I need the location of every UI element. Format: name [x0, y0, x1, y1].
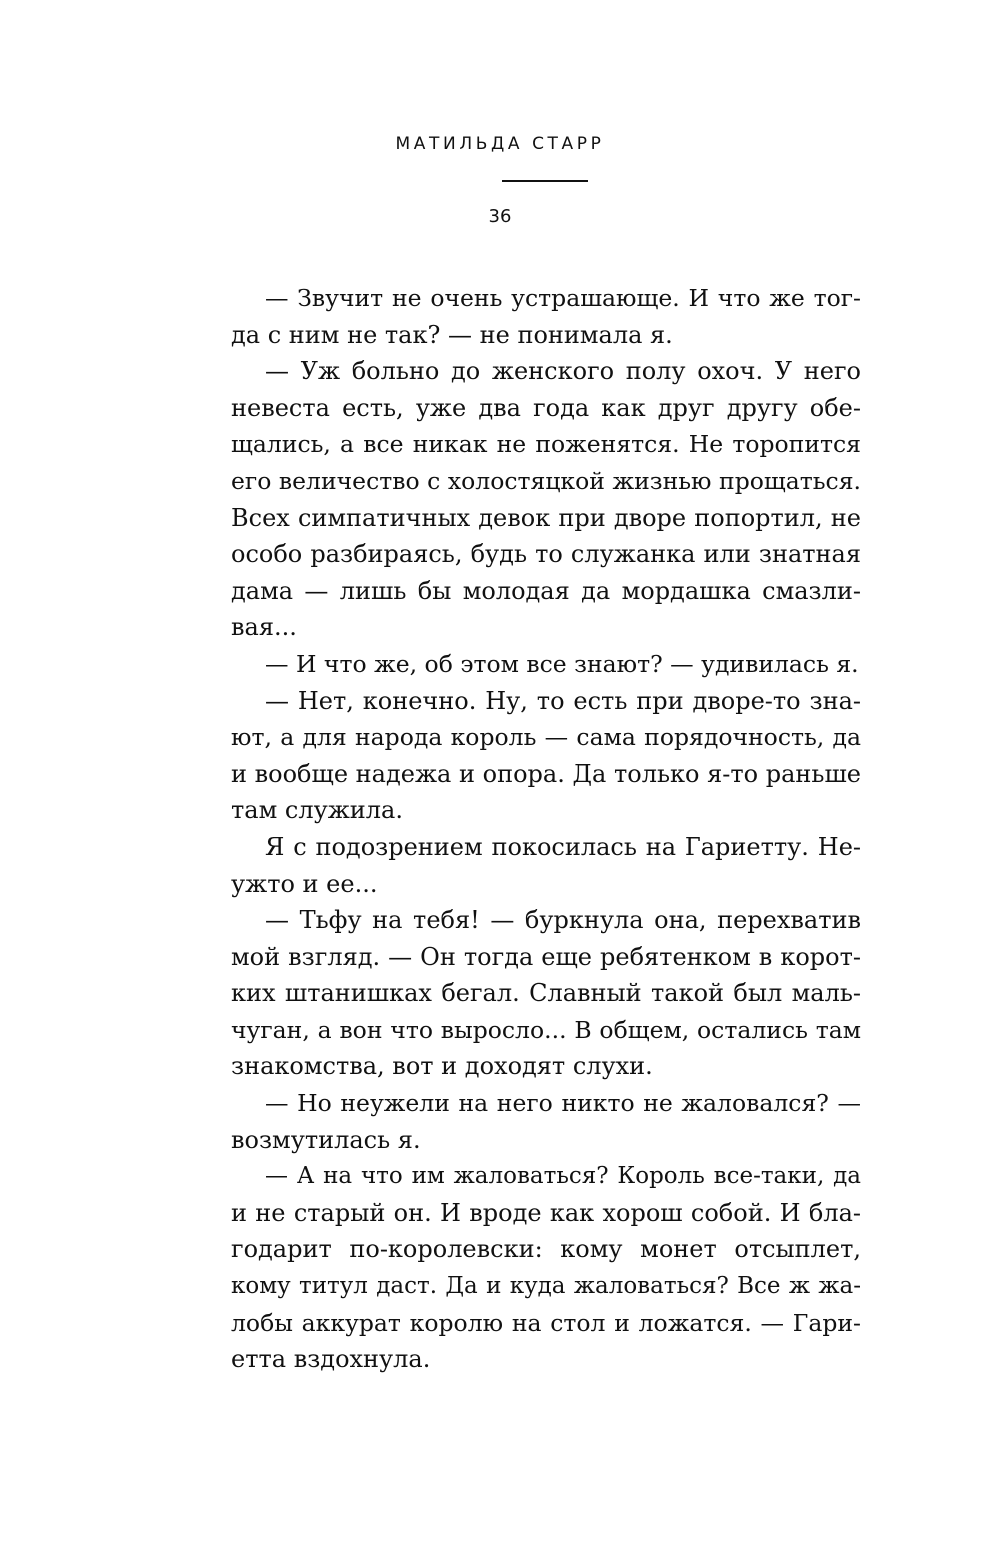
text-line: етта вздохнула.: [231, 1345, 431, 1374]
text-line: годарит по-королевски: кому монет отсыплет,: [231, 1235, 861, 1264]
text-line: его величество с холостяцкой жизнью прощаться.: [231, 466, 861, 495]
page-number: 36: [488, 206, 512, 227]
text-line: Всех симпатичных девок при дворе попортил, не: [231, 503, 861, 532]
text-line: дама — лишь бы молодая да мордашка смазли-: [231, 576, 861, 605]
text-line: — Тьфу на тебя! — буркнула она, перехватив: [265, 906, 861, 935]
text-line: особо разбираясь, будь то служанка или знатная: [231, 540, 861, 569]
text-line: — И что же, об этом все знают? — удивилась я.: [265, 649, 859, 678]
text-line: да с ним не так? — не понимала я.: [231, 320, 673, 349]
text-line: — Нет, конечно. Ну, то есть при дворе-то зна-: [265, 686, 861, 715]
header-rule: [502, 180, 588, 182]
text-line: и не старый он. И вроде как хорош собой. И бла-: [231, 1198, 861, 1227]
text-line: ют, а для народа король — сама порядочность, да: [231, 723, 861, 752]
text-line: возмутилась я.: [231, 1125, 421, 1154]
text-line: — Звучит не очень устрашающе. И что же тог-: [265, 284, 861, 312]
text-line: знакомства, вот и доходят слухи.: [231, 1052, 653, 1081]
text-line: и вообще надежа и опора. Да только я-то раньше: [231, 759, 861, 788]
text-line: Я с подозрением покосилась на Гариетту. Не-: [265, 832, 861, 861]
text-line: там служила.: [231, 796, 403, 825]
text-line: ужто и ее...: [231, 869, 378, 898]
text-line: — Уж больно до женского полу охоч. У него: [265, 357, 861, 386]
text-line: вая...: [231, 613, 297, 642]
text-line: кому титул даст. Да и куда жаловаться? Все ж жа-: [231, 1273, 861, 1300]
text-line: лобы аккурат королю на стол и ложатся. — Гари-: [231, 1308, 861, 1337]
running-head-author: МАТИЛЬДА СТАРР: [395, 134, 605, 154]
body-text: [231, 280, 861, 1378]
text-line: ких штанишках бегал. Славный такой был маль-: [231, 979, 861, 1008]
text-line: чуган, а вон что выросло... В общем, остались там: [231, 1015, 861, 1044]
text-line: мой взгляд. — Он тогда еще ребятенком в корот-: [231, 942, 861, 971]
text-line: — А на что им жаловаться? Король все-таки, да: [265, 1163, 861, 1190]
text-line: невеста есть, уже два года как друг другу обе-: [231, 393, 861, 422]
text-line: щались, а все никак не поженятся. Не торопится: [231, 430, 861, 459]
text-line: — Но неужели на него никто не жаловался? —: [265, 1089, 861, 1118]
